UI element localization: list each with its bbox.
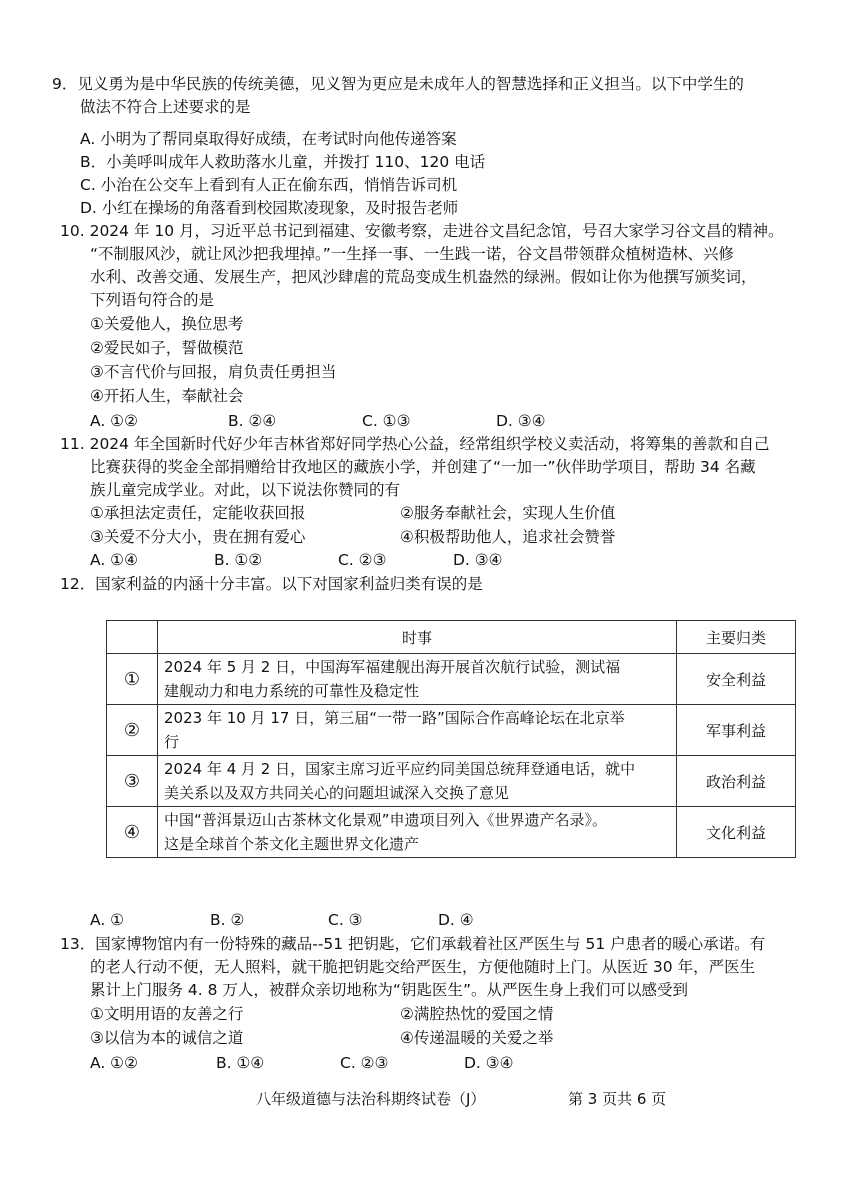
q10-stem-line-3: 水利、改善交通、发展生产，把风沙肆虐的荒岛变成生机盎然的绿洲。假如让你为他撰写颁奖词， xyxy=(90,268,757,286)
table-header-blank xyxy=(107,621,158,654)
q13-answer-d: D. ③④ xyxy=(464,1054,514,1072)
event-line: 2023 年 10 月 17 日，第三届“一带一路”国际合作高峰论坛在北京举 xyxy=(164,709,625,727)
national-interest-table xyxy=(106,620,796,858)
category-cell: 军事利益 xyxy=(677,705,796,756)
q12-answer-a: A. ① xyxy=(90,911,125,929)
event-cell xyxy=(158,807,677,858)
q13-answer-b: B. ①④ xyxy=(216,1054,265,1072)
q11-answer-d: D. ③④ xyxy=(453,551,503,569)
table-row xyxy=(107,654,796,705)
event-line: 2024 年 4 月 2 日，国家主席习近平应约同美国总统拜登通电话，就中 xyxy=(164,760,636,778)
category-cell: 文化利益 xyxy=(677,807,796,858)
q13-answer-c: C. ②③ xyxy=(340,1054,389,1072)
table-row xyxy=(107,756,796,807)
q10-answer-b: B. ②④ xyxy=(228,412,277,430)
event-line: 2024 年 5 月 2 日，中国海军福建舰出海开展首次航行试验，测试福 xyxy=(164,658,621,676)
q9-option-a: A. 小明为了帮同桌取得好成绩，在考试时向他传递答案 xyxy=(80,130,457,148)
q11-stem-line-1: 11. 2024 年全国新时代好少年吉林省郑好同学热心公益，经常组织学校义卖活动，将筹集的善款和自己 xyxy=(60,435,770,453)
q11-answer-a: A. ①④ xyxy=(90,551,138,569)
event-cell xyxy=(158,654,677,705)
q11-stem-line-2: 比赛获得的奖金全部捐赠给甘孜地区的藏族小学，并创建了“一加一”伙伴助学项目，帮助 34 名藏 xyxy=(90,458,756,476)
q12-answer-b: B. ② xyxy=(210,911,245,929)
q10-answer-c: C. ①③ xyxy=(362,412,411,430)
q13-answer-a: A. ①② xyxy=(90,1054,138,1072)
event-line: 建舰动力和电力系统的可靠性及稳定性 xyxy=(164,682,420,700)
q9-option-b: B．小美呼叫成年人救助落水儿童，并拨打 110、120 电话 xyxy=(80,153,486,171)
q12-answer-d: D. ④ xyxy=(438,911,474,929)
event-line: 美关系以及双方共同关心的问题坦诚深入交换了意见 xyxy=(164,784,510,802)
event-cell xyxy=(158,705,677,756)
q13-item-1: ①文明用语的友善之行 xyxy=(90,1005,244,1023)
q10-item-1: ①关爱他人，换位思考 xyxy=(90,315,244,333)
q13-item-4: ④传递温暖的关爱之举 xyxy=(400,1029,554,1047)
q9-option-d: D. 小红在操场的角落看到校园欺凌现象，及时报告老师 xyxy=(80,199,459,217)
q13-item-3: ③以信为本的诚信之道 xyxy=(90,1029,244,1047)
q9-option-c: C. 小治在公交车上看到有人正在偷东西，悄悄告诉司机 xyxy=(80,176,458,194)
q11-answer-b: B. ①② xyxy=(214,551,263,569)
q11-stem-line-3: 族儿童完成学业。对此，以下说法你赞同的有 xyxy=(90,481,401,499)
category-cell: 政治利益 xyxy=(677,756,796,807)
q11-item-1: ①承担法定责任，定能收获回报 xyxy=(90,504,306,522)
q13-item-2: ②满腔热忱的爱国之情 xyxy=(400,1005,554,1023)
footer-page-number: 第 3 页共 6 页 xyxy=(568,1090,667,1108)
q13-stem-line-2: 的老人行动不便，无人照料，就干脆把钥匙交给严医生，方便他随时上门。从医近 30 年，严医生 xyxy=(90,958,756,976)
q12-answer-c: C. ③ xyxy=(328,911,363,929)
q12-stem: 12．国家利益的内涵十分丰富。以下对国家利益归类有误的是 xyxy=(60,575,483,593)
q10-item-4: ④开拓人生，奉献社会 xyxy=(90,387,244,405)
table-row xyxy=(107,705,796,756)
q9-stem-line-2: 做法不符合上述要求的是 xyxy=(80,98,251,116)
q11-item-2: ②服务奉献社会，实现人生价值 xyxy=(400,504,616,522)
q10-stem-line-1: 10. 2024 年 10 月，习近平总书记到福建、安徽考察，走进谷文昌纪念馆，号召大家学习谷文昌的精神。 xyxy=(60,222,784,240)
table-header-category: 主要归类 xyxy=(677,621,796,654)
row-number: ② xyxy=(107,705,158,756)
row-number: ① xyxy=(107,654,158,705)
row-number: ③ xyxy=(107,756,158,807)
q10-stem-line-4: 下列语句符合的是 xyxy=(90,291,215,309)
q11-item-3: ③关爱不分大小，贵在拥有爱心 xyxy=(90,528,306,546)
q11-item-4: ④积极帮助他人，追求社会赞誉 xyxy=(400,528,616,546)
q10-answer-a: A. ①② xyxy=(90,412,138,430)
event-line: 行 xyxy=(164,733,180,751)
row-number: ④ xyxy=(107,807,158,858)
table-row xyxy=(107,807,796,858)
event-cell xyxy=(158,756,677,807)
table-header-row xyxy=(107,621,796,654)
q10-item-2: ②爱民如子，誓做模范 xyxy=(90,339,244,357)
event-line: 中国“普洱景迈山古茶林文化景观”申遗项目列入《世界遗产名录》。 xyxy=(164,811,608,829)
q10-answer-d: D. ③④ xyxy=(496,412,546,430)
event-line: 这是全球首个茶文化主题世界文化遗产 xyxy=(164,835,420,853)
q13-stem-line-3: 累计上门服务 4. 8 万人，被群众亲切地称为“钥匙医生”。从严医生身上我们可以感受到 xyxy=(90,981,688,999)
q9-stem-line-1: 9．见义勇为是中华民族的传统美德，见义智为更应是未成年人的智慧选择和正义担当。以下中学生的 xyxy=(52,75,744,93)
q10-item-3: ③不言代价与回报，肩负责任勇担当 xyxy=(90,363,337,381)
table-header-event: 时事 xyxy=(158,621,677,654)
q11-answer-c: C. ②③ xyxy=(338,551,387,569)
category-cell: 安全利益 xyxy=(677,654,796,705)
footer-exam-title: 八年级道德与法治科期终试卷（J） xyxy=(256,1090,486,1108)
q13-stem-line-1: 13．国家博物馆内有一份特殊的藏品--51 把钥匙，它们承载着社区严医生与 51 户患者的暖心承诺。有 xyxy=(60,935,766,953)
q10-stem-line-2: “不制服风沙，就让风沙把我埋掉。”一生择一事、一生践一诺，谷文昌带领群众植树造林、兴修 xyxy=(90,245,734,263)
